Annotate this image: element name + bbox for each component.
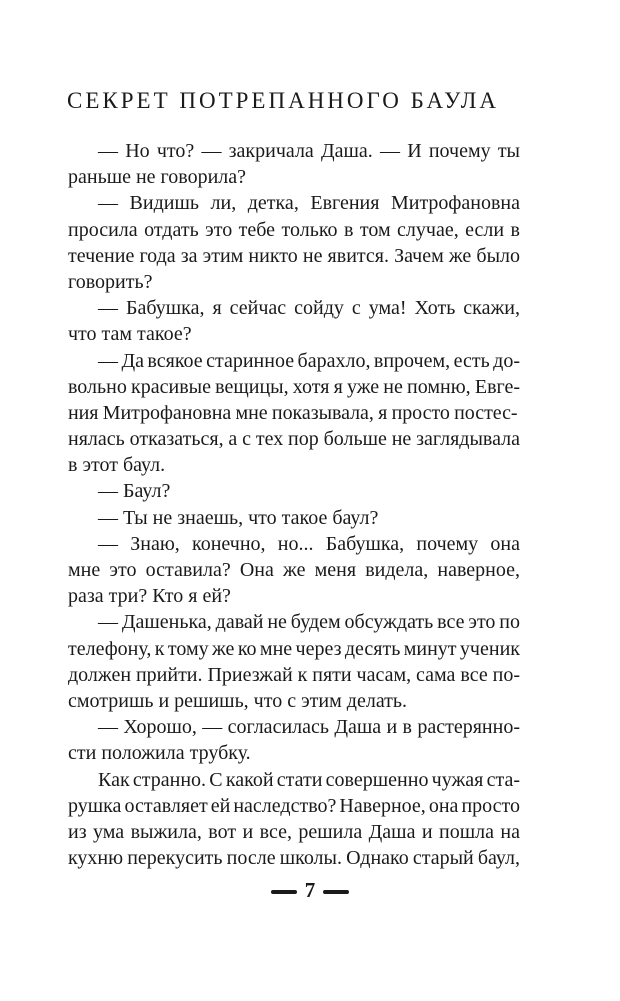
text-line-content: сти положила трубку. [68,742,251,765]
text-line [68,321,520,347]
text-line-content: мне это оставила? Она же меня видела, наверное, [68,559,520,581]
text-line-content: — Видишь ли, детка, Евгения Митрофановна [98,192,520,215]
text-line [68,217,520,243]
text-line-content: должен прийти. Приезжай к пяти часам, сама все по- [68,663,520,686]
text-line [68,400,520,426]
text-line [68,583,520,609]
text-line [68,636,520,662]
text-line-content: просила отдать это тебе только в том случае, если в [68,218,520,241]
text-line-content: раза три? Кто я ей? [68,585,231,608]
text-line-content: — Но что? — закричала Даша. — И почему ты [98,140,520,162]
text-line [68,426,520,452]
text-line [68,452,520,478]
text-line-content: телефону, к тому же ко мне через десять минут ученик [68,637,520,660]
text-line [68,295,520,321]
text-line [68,269,520,295]
text-line [68,164,520,190]
text-line-content: из ума выжила, вот и все, решила Даша и пошла на [68,820,520,843]
text-line-content: кухню перекусить после школы. Однако старый баул, [68,847,520,870]
text-line-content: — Баул? [98,480,171,503]
text-line [68,609,520,635]
text-line-content: говорить? [68,270,153,293]
folio-ornament-left [271,890,297,894]
text-line-content: рушка оставляет ей наследство? Наверное, она просто [68,794,520,817]
running-head: СЕКРЕТ ПОТРЕПАННОГО БАУЛА [67,88,500,113]
text-line [68,374,520,400]
text-line-content: — Бабушка, я сейчас сойду с ума! Хоть скажи, [98,297,520,320]
text-line-content: — Знаю, конечно, но... Бабушка, почему она [98,532,520,555]
text-line-content: в этот баул. [68,454,166,477]
text-line-content: — Да всякое старинное барахло, впрочем, есть до- [98,349,520,372]
text-line [68,557,520,583]
text-line [68,190,520,216]
text-line [68,138,520,164]
text-line [68,531,520,557]
text-line [68,688,520,714]
text-line [68,662,520,688]
text-line [68,767,520,793]
text-line [68,505,520,531]
text-line [68,793,520,819]
text-line [68,819,520,845]
text-line-content: — Дашенька, давай не будем обсуждать все это по [98,611,520,634]
body-text [68,138,520,871]
text-line-content: течение года за этим никто не явится. Зачем же было [68,244,520,267]
text-line-content: ния Митрофановна мне показывала, я просто постес- [68,401,518,424]
text-line-content: Как странно. С какой стати совершенно чужая ста- [98,768,520,791]
text-line [68,478,520,504]
text-line-content: что там такое? [68,323,192,346]
text-line-content: — Хорошо, — согласилась Даша и в растерянно- [98,716,520,739]
text-line [68,740,520,766]
text-line-content: — Ты не знаешь, что такое баул? [98,506,379,529]
text-line [68,243,520,269]
text-line-content: смотришь и решишь, что с этим делать. [68,689,408,712]
text-line-content: нялась отказаться, а с тех пор больше не заглядывала [68,428,520,451]
page-number-text: 7 [304,878,316,902]
text-line [68,845,520,871]
page-number [0,878,620,903]
text-line-content: раньше не говорила? [68,166,247,189]
folio-ornament-right [323,890,349,894]
text-line [68,348,520,374]
text-line-content: вольно красивые вещицы, хотя я уже не помню, Евге- [68,375,520,398]
text-line [68,714,520,740]
